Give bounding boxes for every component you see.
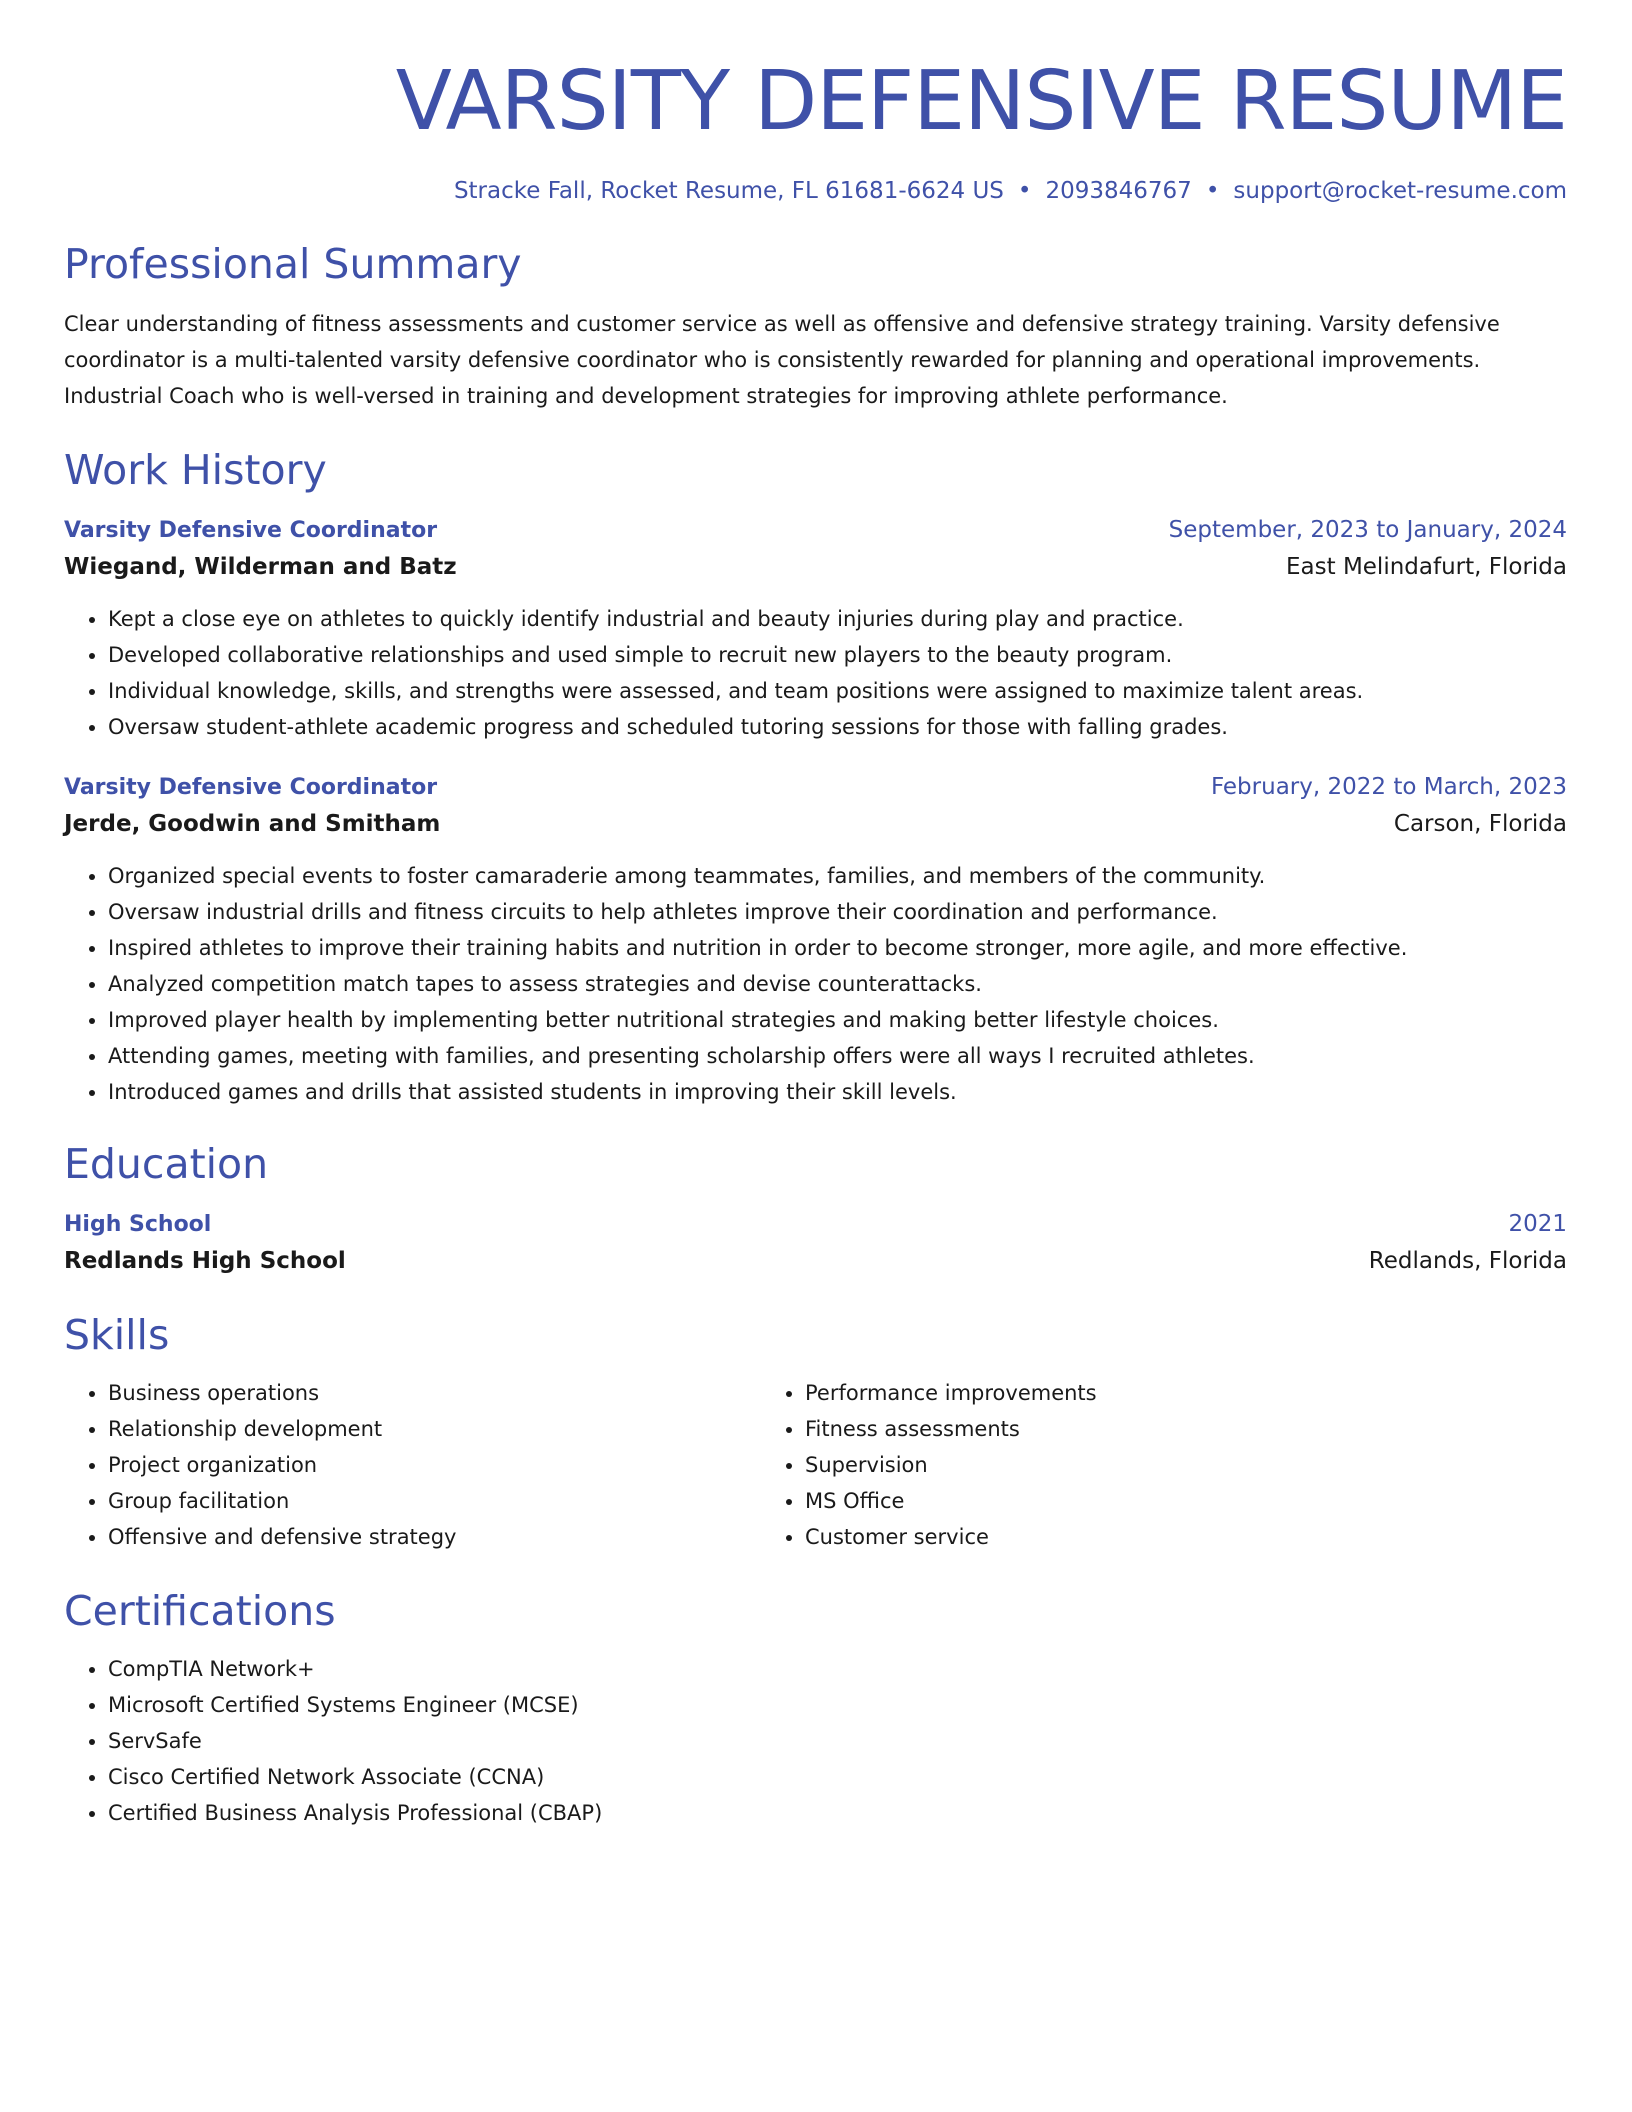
education-year: 2021 bbox=[1508, 1211, 1567, 1237]
certification-item: • Microsoft Certified Systems Engineer (MCSE) bbox=[108, 1687, 1567, 1723]
job-bullets bbox=[64, 858, 1567, 1110]
skill-item: • Offensive and defensive strategy bbox=[108, 1519, 761, 1555]
contact-address: Stracke Fall, Rocket Resume, FL 61681-6624 US bbox=[453, 178, 1004, 204]
section-title-skills: Skills bbox=[64, 1311, 170, 1359]
certification-item: • Certified Business Analysis Professional (CBAP) bbox=[108, 1795, 1567, 1831]
education-degree: High School bbox=[64, 1212, 212, 1237]
skill-item: • Business operations bbox=[108, 1375, 761, 1411]
section-title-summary: Professional Summary bbox=[64, 240, 522, 288]
job-company: Wiegand, Wilderman and Batz bbox=[64, 554, 457, 580]
resume-header bbox=[64, 0, 1567, 204]
job-bullets bbox=[64, 601, 1567, 745]
summary-text: Clear understanding of fitness assessments and customer service as well as offensive and defensive strategy training. Varsity defensive coordinator is a multi-talented varsity defensive coordinator who is consistently rewarded for planning and operational improvements. Industrial Coach who is well-versed in training and development strategies for improving athlete performance. bbox=[64, 312, 1500, 408]
job-bullet: • Organized special events to foster camaraderie among teammates, families, and members of the community. bbox=[108, 858, 1567, 894]
skill-item: • Relationship development bbox=[108, 1411, 761, 1447]
job-location: East Melindafurt, Florida bbox=[1286, 554, 1567, 580]
job-bullet: • Oversaw student-athlete academic progress and scheduled tutoring sessions for those with falling grades. bbox=[108, 709, 1567, 745]
job-title: Varsity Defensive Coordinator bbox=[64, 775, 438, 800]
job-location: Carson, Florida bbox=[1393, 811, 1567, 837]
job-bullet: • Introduced games and drills that assisted students in improving their skill levels. bbox=[108, 1074, 1567, 1110]
job-dates: September, 2023 to January, 2024 bbox=[1168, 517, 1567, 543]
education-school: Redlands High School bbox=[64, 1248, 346, 1274]
skills-list-left bbox=[64, 1375, 761, 1555]
job-bullet: • Oversaw industrial drills and fitness circuits to help athletes improve their coordination and performance. bbox=[108, 894, 1567, 930]
skill-item: • Customer service bbox=[805, 1519, 1458, 1555]
skill-item: • Group facilitation bbox=[108, 1483, 761, 1519]
job-entry bbox=[64, 771, 1567, 1110]
section-title-education: Education bbox=[64, 1140, 269, 1188]
education-location: Redlands, Florida bbox=[1368, 1248, 1567, 1274]
job-entry bbox=[64, 514, 1567, 745]
certification-item: • ServSafe bbox=[108, 1723, 1567, 1759]
job-bullet: • Inspired athletes to improve their training habits and nutrition in order to become stronger, more agile, and more effective. bbox=[108, 930, 1567, 966]
job-bullet: • Developed collaborative relationships and used simple to recruit new players to the beauty program. bbox=[108, 637, 1567, 673]
contact-phone: 2093846767 bbox=[1045, 178, 1192, 204]
contact-line bbox=[64, 178, 1567, 204]
skill-item: • Project organization bbox=[108, 1447, 761, 1483]
skill-item: • Supervision bbox=[805, 1447, 1458, 1483]
skills-list-right bbox=[761, 1375, 1458, 1555]
certification-item: • Cisco Certified Network Associate (CCNA) bbox=[108, 1759, 1567, 1795]
contact-email: support@rocket-resume.com bbox=[1233, 178, 1567, 204]
skill-item: • Fitness assessments bbox=[805, 1411, 1458, 1447]
job-dates: February, 2022 to March, 2023 bbox=[1210, 774, 1567, 800]
resume-page bbox=[64, 0, 1567, 1831]
resume-name: VARSITY DEFENSIVE RESUME bbox=[395, 54, 1567, 149]
job-company: Jerde, Goodwin and Smitham bbox=[64, 811, 441, 837]
certification-item: • CompTIA Network+ bbox=[108, 1651, 1567, 1687]
skill-item: • MS Office bbox=[805, 1483, 1458, 1519]
job-bullet: • Improved player health by implementing better nutritional strategies and making better lifestyle choices. bbox=[108, 1002, 1567, 1038]
contact-separator: • bbox=[1017, 178, 1032, 204]
education-entry bbox=[64, 1208, 1567, 1281]
skills-columns bbox=[64, 1375, 1567, 1555]
job-bullet: • Individual knowledge, skills, and strengths were assessed, and team positions were assigned to maximize talent areas. bbox=[108, 673, 1567, 709]
contact-separator: • bbox=[1205, 178, 1220, 204]
job-title: Varsity Defensive Coordinator bbox=[64, 518, 438, 543]
job-bullet: • Attending games, meeting with families, and presenting scholarship offers were all ways I recruited athletes. bbox=[108, 1038, 1567, 1074]
section-title-certifications: Certifications bbox=[64, 1587, 336, 1635]
job-bullet: • Kept a close eye on athletes to quickly identify industrial and beauty injuries during play and practice. bbox=[108, 601, 1567, 637]
section-title-work-history: Work History bbox=[64, 446, 327, 494]
skill-item: • Performance improvements bbox=[805, 1375, 1458, 1411]
job-bullet: • Analyzed competition match tapes to assess strategies and devise counterattacks. bbox=[108, 966, 1567, 1002]
certifications-list bbox=[64, 1651, 1567, 1831]
